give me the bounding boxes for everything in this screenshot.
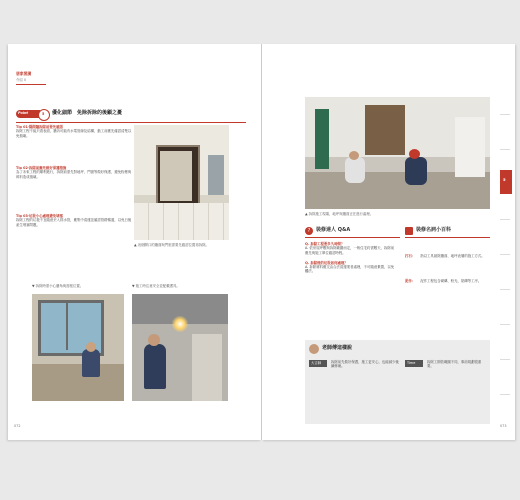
tip-block-1 (16, 125, 132, 138)
page-number: 072 (14, 424, 21, 428)
tip-block-3 (16, 214, 132, 227)
qa-title: 裝修達人 Q&A (316, 227, 351, 233)
encyclopedia-term: 打石： (405, 254, 416, 258)
encyclopedia-list (405, 242, 490, 286)
expert-icon (309, 344, 319, 354)
expert-box (305, 340, 490, 424)
encyclopedia-item (405, 267, 490, 286)
tip-text: 拆除工程不能只看表面，牆內可能有水電管線及結構，動工前應先確認清楚以免損壞。 (16, 129, 132, 138)
page-number: 073 (500, 424, 507, 428)
tip-block-2 (16, 166, 132, 179)
qa-icon: ? (305, 227, 313, 235)
qa-list (305, 242, 397, 274)
expert-text: 拆除工期依範圍不同，事前規劃很重要。 (427, 360, 482, 369)
encyclopedia-title: 裝修名詞小百科 (416, 227, 452, 233)
side-tab-strip (500, 80, 510, 410)
photo-caption: ▲ 拆除施工現場，地坪與牆面正在進行處理。 (305, 212, 374, 216)
encyclopedia-text: 泥作工程包含砌磚、粉光、貼磚等工序。 (420, 279, 482, 283)
expert-text: 拆除前先做好保護，施工更安心，也能減少後續修補。 (331, 360, 399, 369)
window-demolition-photo (32, 294, 124, 401)
photo-caption: ▼ 施工時注意安全並配戴護具。 (132, 284, 180, 288)
grinder-photo (132, 294, 228, 401)
photo-caption: ▼ 拆除時需小心牆角與窗框位置。 (32, 284, 84, 288)
tip-title: Tip 01‧隔間牆拆除前要先確認 (16, 125, 63, 129)
point-number: 5 (38, 109, 50, 121)
tip-title: Tip 02‧拆除前應先做好保護措施 (16, 166, 67, 170)
qa-question: Q. 拆除後的垃圾如何處理？ (305, 260, 348, 265)
section-title: 優化細節 免除拆除的後顧之憂 (52, 110, 123, 116)
doorway-photo (134, 125, 229, 240)
tip-text: 為了未來工程的順利進行，拆除前需先對地坪、門窗等做好保護，避免粉塵與碎料造成損壞。 (16, 170, 132, 179)
expert-label: 大吉師 (309, 360, 327, 367)
point-badge: Point (16, 110, 40, 118)
demolition-site-photo (305, 97, 490, 209)
left-page (8, 44, 261, 440)
qa-question: Q. 拆除工程要多久時間？ (305, 242, 345, 246)
qa-answer: A. 拆除廢料應交由合法清運業者處理，不可隨意棄置，以免觸法。 (305, 265, 395, 274)
encyclopedia-term: 泥作： (405, 279, 416, 283)
photo-caption: ▲ 這個開口的牆面與門框需要先確認位置再拆除。 (134, 243, 209, 247)
right-page (262, 44, 515, 440)
encyclopedia-text: 指以工具敲除牆面、地坪表層的施工方式。 (420, 254, 485, 258)
encyclopedia-item (405, 242, 490, 261)
side-tab-active[interactable]: 5 (500, 170, 512, 194)
header-subtitle: 介紹 II (16, 78, 26, 82)
header-title: 居家裝潢 (16, 71, 32, 76)
encyclopedia-icon (405, 227, 413, 235)
expert-title: 老師傅這樣說 (322, 345, 353, 351)
expert-label: Time (405, 360, 423, 367)
qa-answer: A. 依房屋坪數與拆除範圍而定，一般住宅約需數天，拆除前應先與施工單位確認時程。 (305, 246, 395, 255)
tip-text: 拆除工程的垃圾不宜隨意丟入排水管，應集中清運並確認管路暢通，以免日後產生堵塞問題。 (16, 218, 132, 227)
tip-title: Tip 03‧垃圾小心處理避免堵塞 (16, 214, 63, 218)
